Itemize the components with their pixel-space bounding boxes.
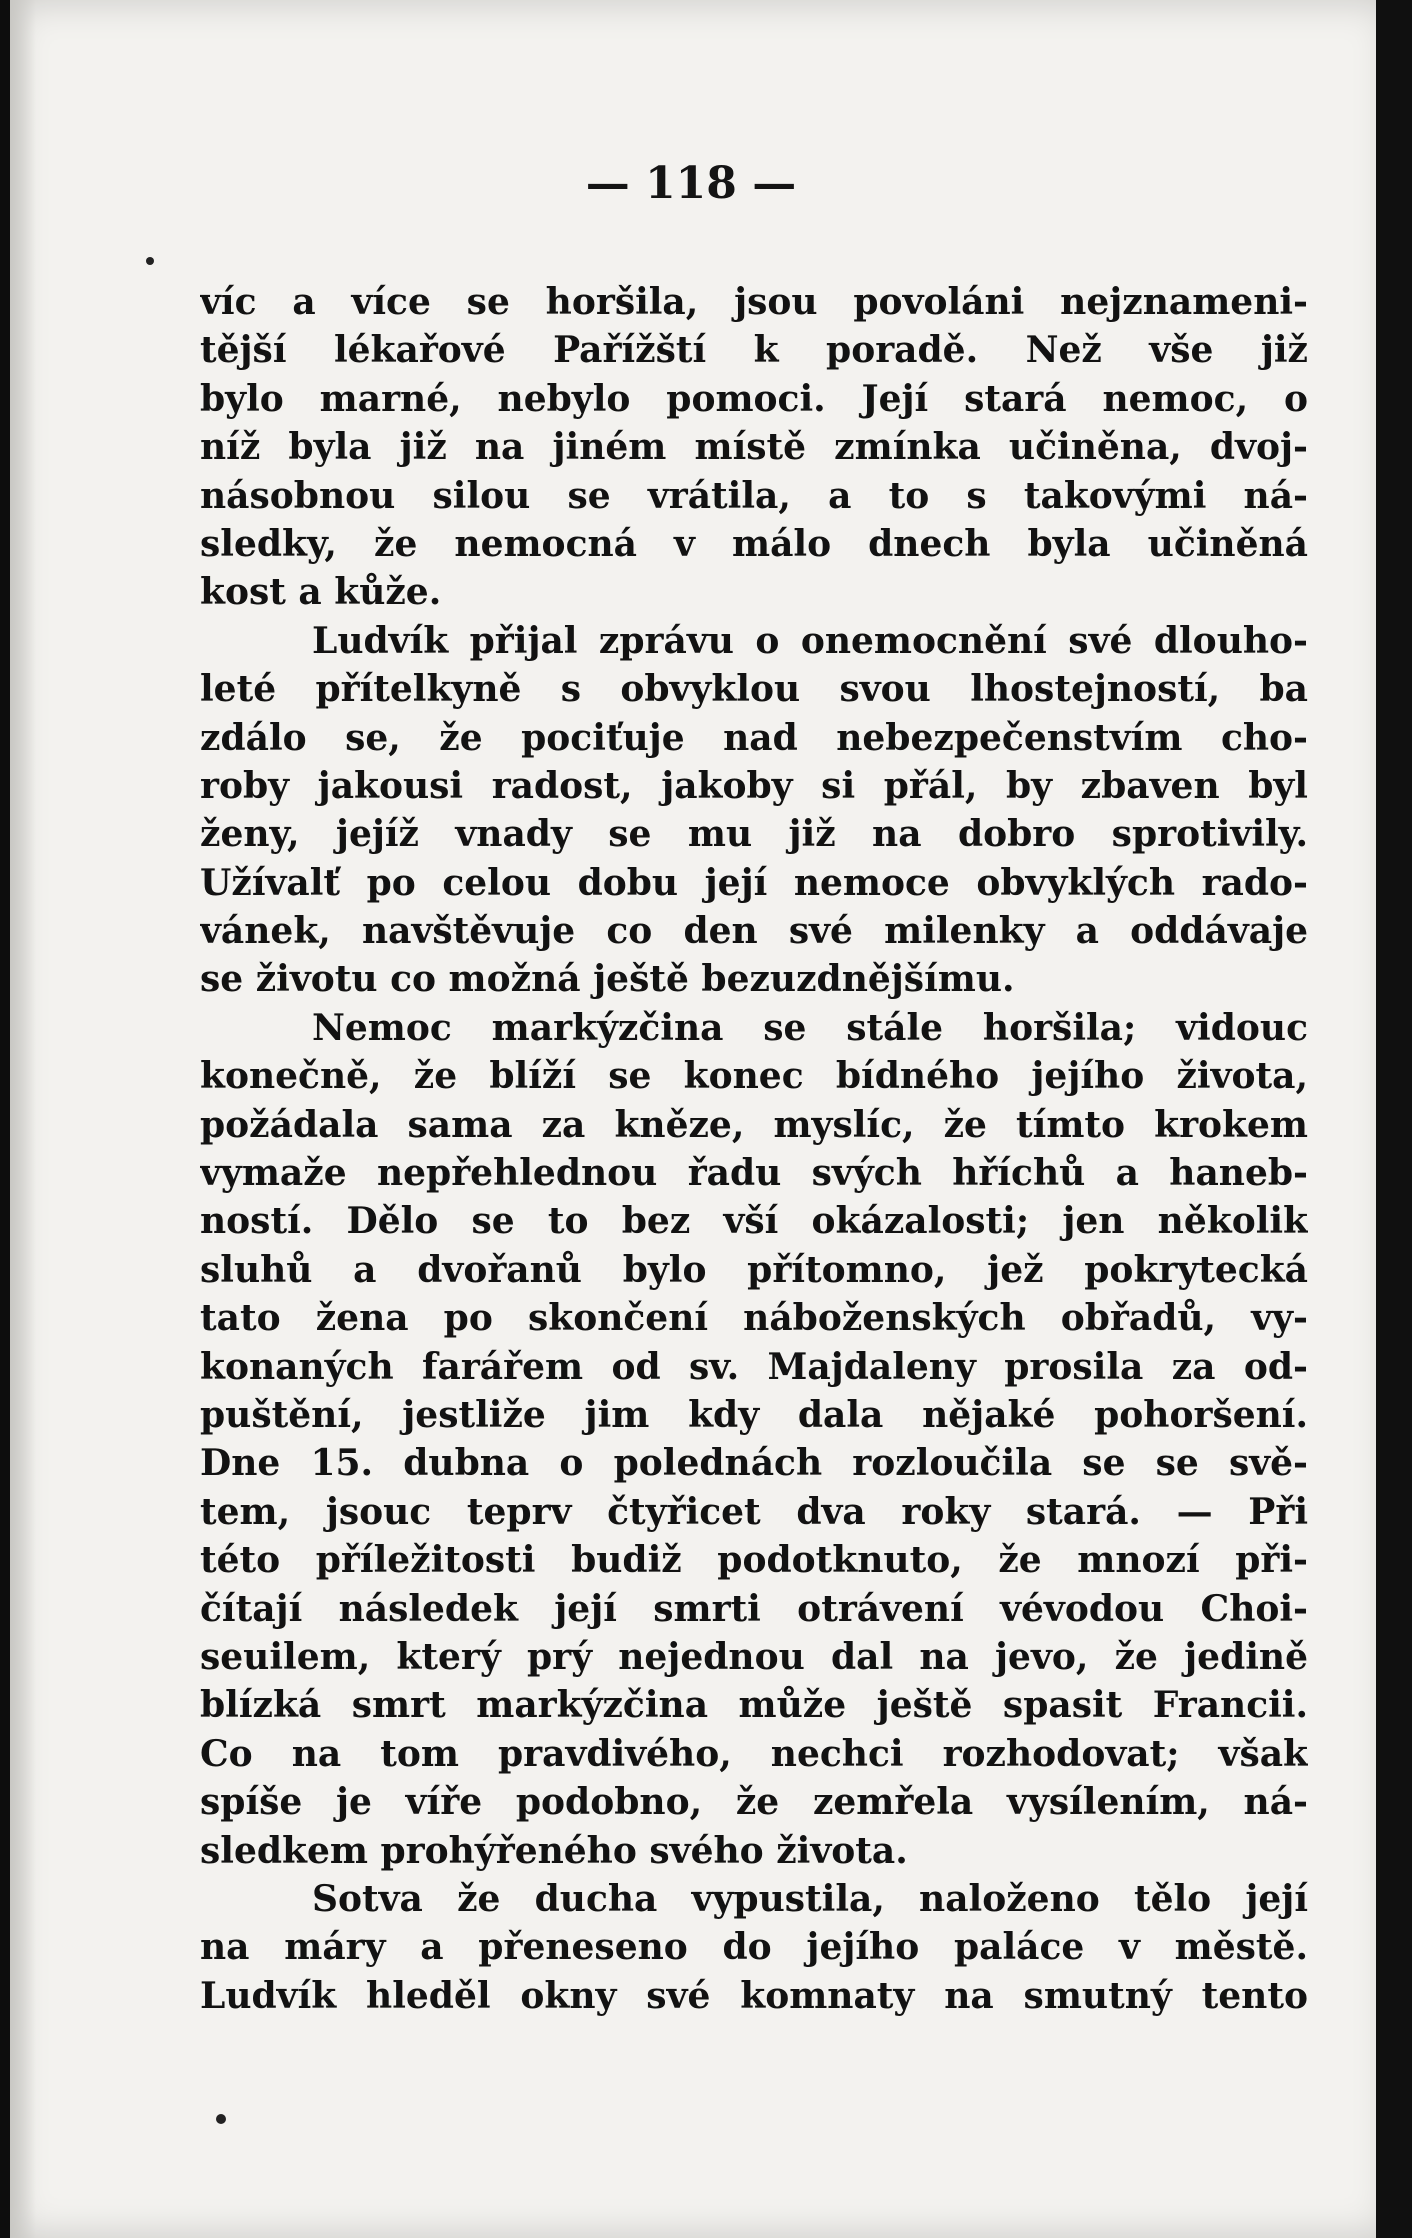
scan-speck <box>146 257 154 265</box>
text-line: na máry a přeneseno do jejího paláce v městě. <box>200 1926 1308 1969</box>
text-line: tato žena po skončení náboženských obřadů, vy- <box>200 1297 1308 1340</box>
text-line: Užívalť po celou dobu její nemoce obvyklých rado- <box>200 861 1308 904</box>
text-line: konaných farářem od sv. Majdaleny prosila za od- <box>200 1345 1308 1388</box>
text-line: puštění, jestliže jim kdy dala nějaké pohoršení. <box>200 1393 1308 1436</box>
text-line: se životu co možná ještě bezuzdnějšímu. <box>200 958 1015 1001</box>
text-line: Co na tom pravdivého, nechci rozhodovat; však <box>200 1732 1308 1775</box>
text-line: blízká smrt markýzčina může ještě spasit Francii. <box>200 1684 1308 1727</box>
page-gutter-shadow <box>10 0 36 2238</box>
text-line: Ludvík hleděl okny své komnaty na smutný tento <box>200 1974 1308 2017</box>
text-line: spíše je víře podobno, že zemřela vysílením, ná- <box>200 1781 1308 1824</box>
text-line: vymaže nepřehlednou řadu svých hříchů a haneb- <box>200 1152 1308 1195</box>
text-line: kost a kůže. <box>200 571 442 614</box>
text-line: ností. Dělo se to bez vší okázalosti; jen několik <box>200 1200 1308 1243</box>
text-line: sledky, že nemocná v málo dnech byla učiněná <box>200 522 1308 565</box>
text-line: leté přítelkyně s obvyklou svou lhostejností, ba <box>200 668 1308 711</box>
page-number: — 118 — <box>585 158 797 209</box>
text-line: Dne 15. dubna o polednách rozloučila se se svě- <box>200 1442 1308 1485</box>
text-line: seuilem, který prý nejednou dal na jevo, že jedině <box>200 1635 1308 1678</box>
text-line: vánek, navštěvuje co den své milenky a oddávaje <box>200 910 1308 953</box>
text-line: Sotva že ducha vypustila, naloženo tělo její <box>312 1877 1308 1920</box>
text-line: bylo marné, nebylo pomoci. Její stará nemoc, o <box>200 377 1308 420</box>
text-line: níž byla již na jiném místě zmínka učiněna, dvoj- <box>200 426 1308 469</box>
text-line: tem, jsouc teprv čtyřicet dva roky stará. — Při <box>200 1490 1308 1533</box>
text-line: sluhů a dvořanů bylo přítomno, jež pokrytecká <box>200 1248 1308 1291</box>
text-line: násobnou silou se vrátila, a to s takovými ná- <box>200 474 1308 517</box>
text-line: Nemoc markýzčina se stále horšila; vidouc <box>312 1006 1308 1049</box>
text-line: víc a více se horšila, jsou povoláni nejznameni- <box>200 281 1308 323</box>
text-line: sledkem prohýřeného svého života. <box>200 1829 908 1872</box>
text-line: tější lékařové Pařížští k poradě. Než vše již <box>200 329 1308 372</box>
body-text <box>200 278 1308 2020</box>
text-line: Ludvík přijal zprávu o onemocnění své dlouho- <box>312 619 1308 662</box>
text-line: této příležitosti budiž podotknuto, že mnozí při- <box>200 1539 1308 1582</box>
text-line: roby jakousi radost, jakoby si přál, by zbaven byl <box>200 764 1308 807</box>
text-line: čítají následek její smrti otrávení vévodou Choi- <box>200 1587 1308 1630</box>
text-line: zdálo se, že pociťuje nad nebezpečenstvím cho- <box>200 716 1308 759</box>
scan-speck <box>216 2114 226 2124</box>
scan-border <box>1376 0 1412 2238</box>
text-line: požádala sama za kněze, myslíc, že tímto krokem <box>200 1103 1308 1146</box>
text-line: ženy, jejíž vnady se mu již na dobro sprotivily. <box>200 813 1308 856</box>
text-line: konečně, že blíží se konec bídného jejího života, <box>200 1055 1308 1098</box>
